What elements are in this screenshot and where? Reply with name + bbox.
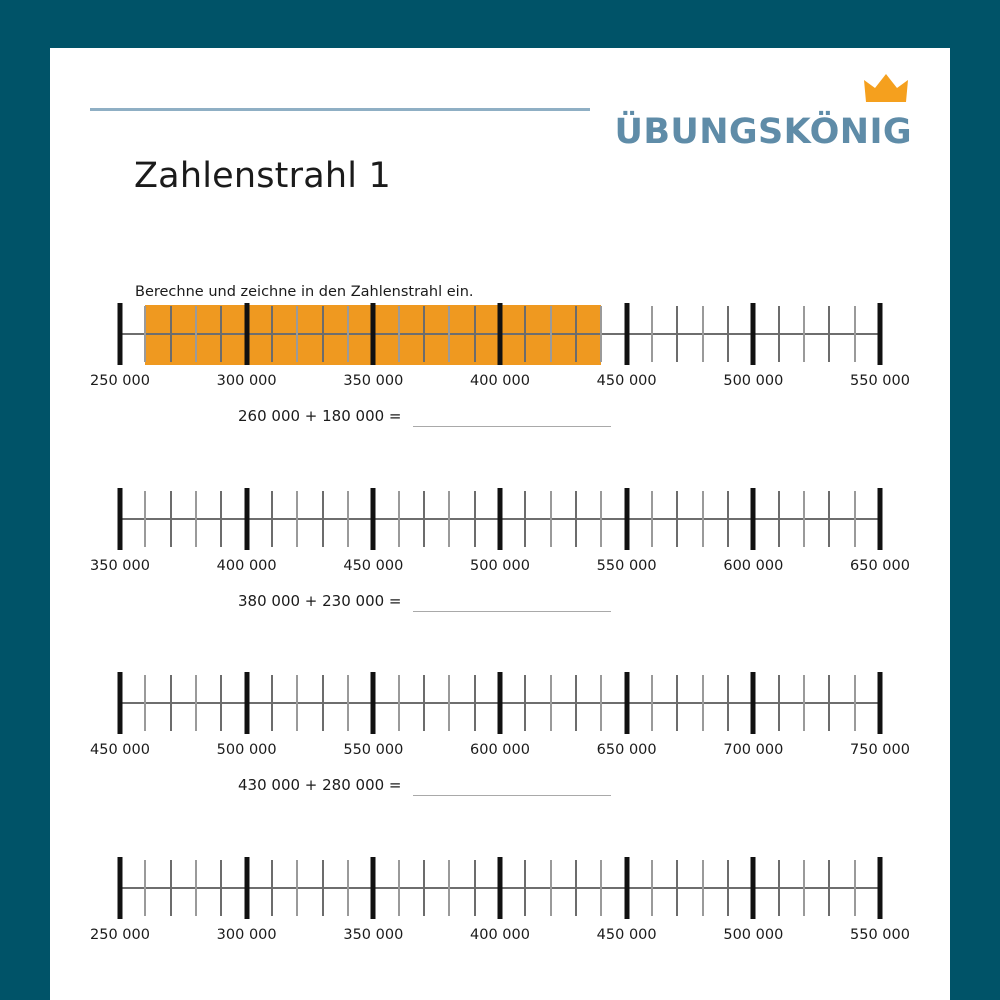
minor-tick bbox=[778, 675, 780, 731]
answer-blank[interactable] bbox=[413, 426, 611, 427]
minor-tick bbox=[448, 491, 450, 547]
minor-tick bbox=[600, 306, 602, 362]
minor-tick bbox=[322, 306, 324, 362]
minor-tick bbox=[803, 306, 805, 362]
major-tick bbox=[624, 857, 629, 919]
tick-label: 250 000 bbox=[90, 927, 150, 943]
minor-tick bbox=[727, 306, 729, 362]
tick-label: 500 000 bbox=[723, 927, 784, 943]
minor-tick bbox=[423, 860, 425, 916]
minor-tick bbox=[423, 675, 425, 731]
minor-tick bbox=[575, 306, 577, 362]
tick-label: 400 000 bbox=[470, 373, 530, 389]
tick-label-row bbox=[90, 558, 910, 580]
minor-tick bbox=[803, 491, 805, 547]
major-tick bbox=[371, 488, 376, 550]
minor-tick bbox=[651, 860, 653, 916]
minor-tick bbox=[170, 491, 172, 547]
minor-tick bbox=[575, 675, 577, 731]
instruction-text: Berechne und zeichne in den Zahlenstrahl ein. bbox=[135, 284, 474, 300]
major-tick bbox=[751, 857, 756, 919]
minor-tick bbox=[651, 675, 653, 731]
minor-tick bbox=[702, 491, 704, 547]
minor-tick bbox=[423, 306, 425, 362]
equation-row bbox=[50, 776, 950, 802]
minor-tick bbox=[778, 306, 780, 362]
minor-tick bbox=[170, 860, 172, 916]
minor-tick bbox=[195, 860, 197, 916]
tick-label: 500 000 bbox=[723, 373, 784, 389]
major-tick bbox=[118, 488, 123, 550]
minor-tick bbox=[727, 491, 729, 547]
minor-tick bbox=[448, 860, 450, 916]
minor-tick bbox=[550, 860, 552, 916]
minor-tick bbox=[550, 306, 552, 362]
minor-tick bbox=[803, 675, 805, 731]
minor-tick bbox=[727, 675, 729, 731]
tick-label: 250 000 bbox=[90, 373, 150, 389]
minor-tick bbox=[220, 860, 222, 916]
minor-tick bbox=[398, 675, 400, 731]
minor-tick bbox=[170, 306, 172, 362]
minor-tick bbox=[778, 491, 780, 547]
major-tick bbox=[244, 857, 249, 919]
minor-tick bbox=[398, 306, 400, 362]
tick-label: 650 000 bbox=[850, 558, 910, 574]
tick-label: 300 000 bbox=[216, 373, 277, 389]
tick-label: 350 000 bbox=[90, 558, 150, 574]
equation-row bbox=[50, 407, 950, 433]
tick-label: 500 000 bbox=[216, 742, 277, 758]
answer-blank[interactable] bbox=[413, 611, 611, 612]
minor-tick bbox=[524, 306, 526, 362]
minor-tick bbox=[854, 860, 856, 916]
minor-tick bbox=[195, 675, 197, 731]
tick-label: 550 000 bbox=[343, 742, 404, 758]
minor-tick bbox=[322, 675, 324, 731]
major-tick bbox=[118, 857, 123, 919]
tick-label: 450 000 bbox=[596, 927, 657, 943]
minor-tick bbox=[448, 675, 450, 731]
major-tick bbox=[244, 488, 249, 550]
minor-tick bbox=[322, 491, 324, 547]
major-tick bbox=[371, 672, 376, 734]
tick-label: 450 000 bbox=[343, 558, 404, 574]
equation-row bbox=[50, 592, 950, 618]
tick-label: 700 000 bbox=[723, 742, 784, 758]
tick-label: 550 000 bbox=[850, 927, 910, 943]
major-tick bbox=[751, 488, 756, 550]
minor-tick bbox=[474, 491, 476, 547]
page-header bbox=[50, 48, 950, 158]
header-rule bbox=[90, 108, 590, 111]
brand-logo-text: ÜBUNGSKÖNIG bbox=[614, 112, 912, 152]
number-line[interactable] bbox=[120, 857, 880, 919]
tick-label: 550 000 bbox=[850, 373, 910, 389]
tick-label: 450 000 bbox=[90, 742, 150, 758]
minor-tick bbox=[676, 860, 678, 916]
minor-tick bbox=[195, 491, 197, 547]
minor-tick bbox=[727, 860, 729, 916]
minor-tick bbox=[347, 860, 349, 916]
minor-tick bbox=[550, 491, 552, 547]
minor-tick bbox=[600, 860, 602, 916]
tick-label: 550 000 bbox=[596, 558, 657, 574]
minor-tick bbox=[702, 306, 704, 362]
tick-label-row bbox=[90, 742, 910, 764]
minor-tick bbox=[651, 491, 653, 547]
major-tick bbox=[878, 672, 883, 734]
number-line[interactable] bbox=[120, 303, 880, 365]
minor-tick bbox=[600, 675, 602, 731]
minor-tick bbox=[423, 491, 425, 547]
minor-tick bbox=[144, 675, 146, 731]
major-tick bbox=[878, 857, 883, 919]
minor-tick bbox=[296, 860, 298, 916]
major-tick bbox=[498, 857, 503, 919]
minor-tick bbox=[676, 306, 678, 362]
minor-tick bbox=[524, 675, 526, 731]
tick-label: 350 000 bbox=[343, 373, 404, 389]
minor-tick bbox=[778, 860, 780, 916]
minor-tick bbox=[828, 675, 830, 731]
minor-tick bbox=[347, 306, 349, 362]
major-tick bbox=[498, 303, 503, 365]
minor-tick bbox=[524, 860, 526, 916]
minor-tick bbox=[271, 491, 273, 547]
minor-tick bbox=[322, 860, 324, 916]
worksheet-page bbox=[50, 48, 950, 1000]
major-tick bbox=[118, 672, 123, 734]
minor-tick bbox=[144, 491, 146, 547]
minor-tick bbox=[170, 675, 172, 731]
minor-tick bbox=[398, 491, 400, 547]
tick-label: 500 000 bbox=[470, 558, 530, 574]
minor-tick bbox=[524, 491, 526, 547]
minor-tick bbox=[220, 306, 222, 362]
minor-tick bbox=[296, 491, 298, 547]
tick-label: 350 000 bbox=[343, 927, 404, 943]
number-line[interactable] bbox=[120, 488, 880, 550]
minor-tick bbox=[702, 860, 704, 916]
equation-text: 380 000 + 230 000 = bbox=[238, 592, 402, 610]
major-tick bbox=[371, 857, 376, 919]
minor-tick bbox=[575, 491, 577, 547]
minor-tick bbox=[271, 860, 273, 916]
major-tick bbox=[498, 488, 503, 550]
minor-tick bbox=[474, 675, 476, 731]
major-tick bbox=[244, 303, 249, 365]
tick-label-row bbox=[90, 927, 910, 949]
major-tick bbox=[624, 303, 629, 365]
major-tick bbox=[118, 303, 123, 365]
minor-tick bbox=[347, 491, 349, 547]
major-tick bbox=[624, 488, 629, 550]
answer-blank[interactable] bbox=[413, 795, 611, 796]
minor-tick bbox=[803, 860, 805, 916]
minor-tick bbox=[448, 306, 450, 362]
minor-tick bbox=[550, 675, 552, 731]
number-line[interactable] bbox=[120, 672, 880, 734]
tick-label: 300 000 bbox=[216, 927, 277, 943]
minor-tick bbox=[676, 675, 678, 731]
equation-text: 260 000 + 180 000 = bbox=[238, 407, 402, 425]
major-tick bbox=[371, 303, 376, 365]
minor-tick bbox=[676, 491, 678, 547]
tick-label: 400 000 bbox=[216, 558, 277, 574]
minor-tick bbox=[271, 675, 273, 731]
major-tick bbox=[751, 672, 756, 734]
minor-tick bbox=[828, 860, 830, 916]
minor-tick bbox=[271, 306, 273, 362]
minor-tick bbox=[854, 491, 856, 547]
minor-tick bbox=[854, 675, 856, 731]
minor-tick bbox=[398, 860, 400, 916]
page-title: Zahlenstrahl 1 bbox=[134, 156, 391, 196]
tick-label: 400 000 bbox=[470, 927, 530, 943]
minor-tick bbox=[828, 306, 830, 362]
minor-tick bbox=[347, 675, 349, 731]
tick-label-row bbox=[90, 373, 910, 395]
major-tick bbox=[878, 303, 883, 365]
tick-label: 600 000 bbox=[723, 558, 784, 574]
equation-text: 430 000 + 280 000 = bbox=[238, 776, 402, 794]
tick-label: 450 000 bbox=[596, 373, 657, 389]
minor-tick bbox=[474, 306, 476, 362]
major-tick bbox=[244, 672, 249, 734]
tick-label: 650 000 bbox=[596, 742, 657, 758]
minor-tick bbox=[220, 675, 222, 731]
minor-tick bbox=[144, 306, 146, 362]
minor-tick bbox=[702, 675, 704, 731]
brand-logo bbox=[614, 74, 912, 152]
minor-tick bbox=[195, 306, 197, 362]
tick-label: 600 000 bbox=[470, 742, 530, 758]
minor-tick bbox=[296, 675, 298, 731]
minor-tick bbox=[651, 306, 653, 362]
minor-tick bbox=[828, 491, 830, 547]
minor-tick bbox=[854, 306, 856, 362]
major-tick bbox=[751, 303, 756, 365]
minor-tick bbox=[575, 860, 577, 916]
crown-icon bbox=[864, 74, 908, 104]
major-tick bbox=[624, 672, 629, 734]
minor-tick bbox=[474, 860, 476, 916]
minor-tick bbox=[296, 306, 298, 362]
minor-tick bbox=[220, 491, 222, 547]
major-tick bbox=[878, 488, 883, 550]
minor-tick bbox=[144, 860, 146, 916]
major-tick bbox=[498, 672, 503, 734]
minor-tick bbox=[600, 491, 602, 547]
tick-label: 750 000 bbox=[850, 742, 910, 758]
